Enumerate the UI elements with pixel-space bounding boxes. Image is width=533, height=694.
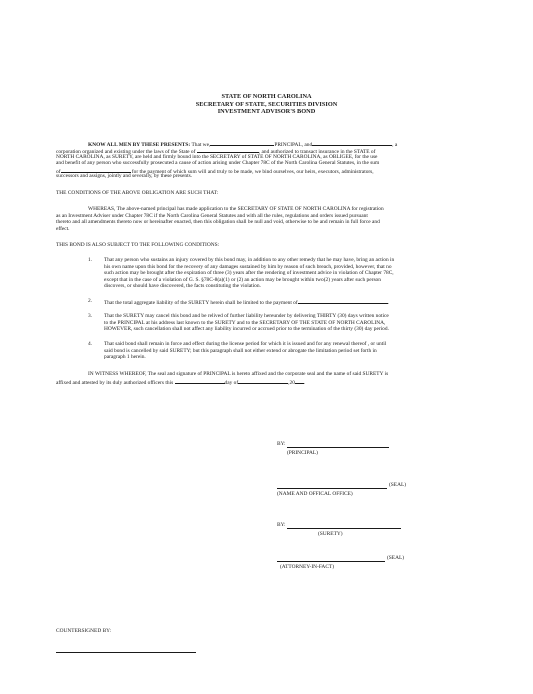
witness-line-1: IN WITNESS WHEREOF, The seal and signature of PRINCIPAL is hereto affixed and the corporate seal and the name of said SURETY is [88, 371, 389, 377]
condition-3-line-2: to the PRINCIPAL at his address last known to the SURETY and to the SECRETARY OF THE STATE OF NORTH CAROLINA, [104, 319, 386, 326]
countersigned-label: COUNTERSIGNED BY: [56, 628, 112, 634]
seal-label-2: (SEAL) [387, 555, 405, 561]
header-bond-title: INVESTMENT ADVISOR'S BOND [217, 108, 316, 115]
by-label-surety: BY: [277, 522, 286, 528]
condition-1-line-5: discovers, or should have discovered, the facts constituting the violation. [104, 283, 261, 289]
whereas-line-3: thereto and all amendments thereto now or hereinafter enacted, then this obligation shall be null and void, otherwise to be and remain in full force and [56, 219, 380, 225]
condition-1-line-4: except that in the case of a violation of G. S. §78C-8(a)(1) or (2) an action may be brought within two(2) years after such person [104, 276, 381, 283]
condition-3-line-3: HOWEVER, such cancellation shall not affect any liability incurred or accrued prior to the termination of the thirty (30) day period. [104, 326, 389, 332]
whereas-line-1: WHEREAS, The above-named principal has made application to the SECRETARY OF STATE OF NORTH CAROLINA for registration [88, 206, 384, 212]
surety-caption: (SURETY) [318, 531, 343, 537]
principal-caption: (PRINCIPAL) [287, 450, 318, 456]
intro-line-2: corporation organized and existing under the laws of the State of , and authorized to transact insurance in the STATE of [56, 149, 376, 155]
intro-line-5: of for the payment of which sum will and truly to be made, we bind ourselves, our heirs, executors, administrators, [56, 168, 374, 175]
header-state: STATE OF NORTH CAROLINA [221, 93, 312, 100]
surety-name-blank[interactable] [312, 140, 392, 146]
aggregate-liability-blank[interactable] [298, 298, 388, 304]
witness-line-2: affixed and attested by its duly authorized officers this day of ,20 . [56, 379, 306, 386]
witness-day-blank[interactable] [175, 378, 225, 384]
whereas-line-2: as an Investment Adviser under Chapter 78C if the North Carolina General Statutes and with all the rules, regulations and orders issued pursuant [56, 212, 368, 219]
conditions-heading: THE CONDITIONS OF THE ABOVE OBLIGATION ARE SUCH THAT: [56, 190, 219, 196]
condition-4-line-1: That said bond shall remain in force and effect during the license period for which it is issued and for any renewal thereof , or until [104, 341, 387, 347]
bond-sum-blank[interactable] [61, 167, 131, 173]
witness-month-blank[interactable] [238, 378, 288, 384]
seal-label-1: (SEAL) [389, 482, 407, 488]
name-office-signature-line[interactable] [277, 488, 387, 489]
principal-name-blank[interactable] [210, 140, 274, 146]
condition-3-number: 3. [88, 313, 93, 319]
condition-4-line-3: paragraph 1 herein. [104, 354, 146, 360]
name-office-caption: (NAME AND OFFICAL OFFICE) [277, 491, 353, 497]
witness-year-blank[interactable] [295, 378, 304, 384]
surety-signature-line[interactable] [287, 528, 401, 529]
header-division: SECRETARY OF STATE, SECURITIES DIVISION [195, 100, 338, 108]
subject-heading: THIS BOND IS ALSO SUBJECT TO THE FOLLOWING CONDITIONS: [56, 242, 220, 248]
condition-2-line-1: That the total aggregate liability of the SURETY herein shall be limited to the payment of . [104, 300, 390, 306]
intro-lead: KNOW ALL MEN BY THESE PRESENTS: [88, 142, 191, 148]
condition-1-line-1: That any person who sustains an injury covered by this bond may, in addition to any other remedy that he may have, bring an action in [104, 257, 395, 263]
by-label-principal: BY: [277, 441, 286, 447]
condition-2-number: 2. [88, 298, 93, 304]
intro-line-6: successors and assigns, jointly and severally, by these presents. [56, 173, 193, 179]
principal-signature-line[interactable] [287, 447, 389, 448]
whereas-line-4: effect. [56, 225, 70, 232]
condition-4-number: 4. [88, 341, 93, 347]
attorney-caption: (ATTORNEY-IN-FACT) [280, 564, 334, 570]
countersigned-signature-line[interactable] [56, 652, 196, 653]
condition-1-number: 1. [88, 257, 93, 263]
intro-line-1: KNOW ALL MEN BY THESE PRESENTS: That we, PRINCIPAL, and , a [88, 142, 398, 148]
condition-4-line-2: said bond is cancelled by said SURETY; but this paragraph shall not either extend or abrogate the limitation period set forth in [104, 347, 377, 354]
condition-1-line-2: his own name upon this bond for the recovery of any damages sustained by him by reason of such breach, provided, however, that no [104, 263, 392, 270]
intro-line-4: and benefit of any person who successfully prosecuted a cause of action arising under Chapter 78C of the North Carolina General Statutes, in the sum [56, 160, 380, 166]
attorney-signature-line[interactable] [277, 561, 385, 562]
condition-1-line-3: such action may be brought after the expiration of three (3) years after the rendering of investment advice in violation of Chapter 78C, [104, 270, 394, 276]
intro-line-3: NORTH CAROLINA, as SURETY, are held and firmly bound into the SECRETARY of STATE OF NORTH CAROLINA, as OBLIGEE, for the use [56, 153, 378, 160]
condition-3-line-1: That the SURETY may cancel this bond and be relived of further liability hereunder by delivering THIRTY (30) days written notice [104, 313, 389, 319]
state-of-incorporation-blank[interactable] [197, 147, 259, 153]
